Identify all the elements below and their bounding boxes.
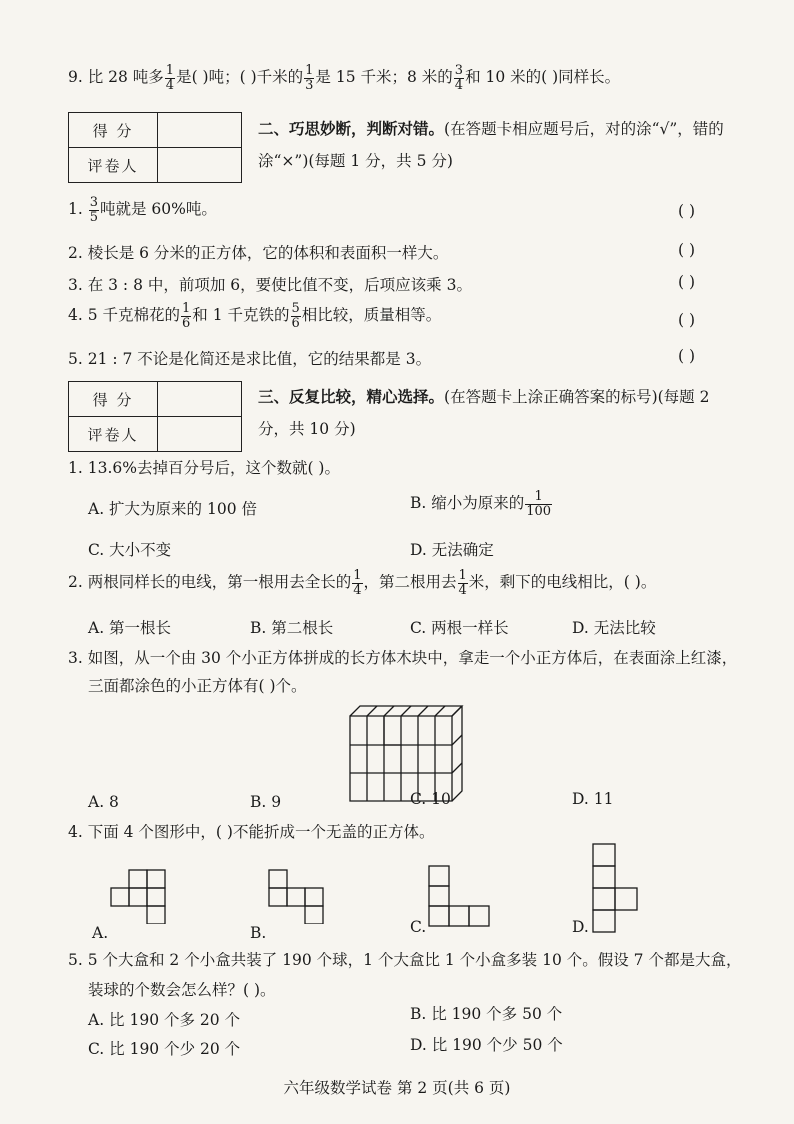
option-b[interactable]: B. <box>250 924 267 942</box>
grader-cell[interactable] <box>158 148 242 183</box>
option-b[interactable]: B. 缩小为原来的 $\frac{1}{100}$ <box>410 489 552 519</box>
option-a[interactable]: A. 比 190 个多 20 个 <box>88 1011 241 1029</box>
fraction: $\frac{3}{5}$ <box>89 195 98 225</box>
answer-paren[interactable]: ( ) <box>678 241 696 259</box>
page-footer: 六年级数学试卷 第 2 页(共 6 页) <box>283 1079 511 1097</box>
answer-paren[interactable]: ( ) <box>678 273 696 291</box>
choice-question-5-line2: 装球的个数会怎么样？( )。 <box>88 981 276 999</box>
fraction: $\frac{1}{6}$ <box>182 301 191 331</box>
answer-paren[interactable]: ( ) <box>678 202 696 220</box>
answer-paren[interactable]: ( ) <box>678 311 696 329</box>
judge-item-3: 3. 在 3 : 8 中，前项加 6，要使比值不变，后项应该乘 3。 <box>68 276 472 294</box>
option-a[interactable]: A. <box>92 924 109 942</box>
option-a[interactable]: A. 扩大为原来的 100 倍 <box>88 500 257 518</box>
choice-question-2: 2. 两根同样长的电线，第一根用去全长的 $\frac{1}{4}$ ，第二根用去 $\frac{1}{4}$ 米，剩下的电线相比，( )。 <box>68 568 657 598</box>
grader-cell[interactable] <box>158 417 242 452</box>
grader-label: 评卷人 <box>69 417 158 452</box>
score-label: 得 分 <box>69 382 158 417</box>
fraction: $\frac{1}{4}$ <box>458 568 467 598</box>
judge-item-1: 1. $\frac{3}{5}$ 吨就是 60%吨。 <box>68 195 217 225</box>
score-cell[interactable] <box>158 382 242 417</box>
net-figure-b <box>265 868 345 924</box>
fraction: $\frac{1}{4}$ <box>165 63 175 93</box>
score-cell[interactable] <box>158 113 242 148</box>
judge-item-5: 5. 21 : 7 不论是化简还是求比值，它的结果都是 3。 <box>68 350 432 368</box>
section-3-heading: 三、反复比较，精心选择。(在答题卡上涂正确答案的标号)(每题 2 分，共 10 分) <box>258 387 710 438</box>
answer-paren[interactable]: ( ) <box>678 347 696 365</box>
option-c[interactable]: C. 比 190 个少 20 个 <box>88 1040 241 1058</box>
option-d[interactable]: D. 比 190 个少 50 个 <box>410 1036 563 1054</box>
fraction: $\frac{3}{4}$ <box>454 63 464 93</box>
question-9: 9. 比 28 吨多 $\frac{1}{4}$ 是( )吨；( )千米的 $\frac{1}{3}$ 是 15 千米；8 米的 $\frac{3}{4}$ 和 10 米的( )同样长。 <box>68 63 621 93</box>
net-figure-a <box>105 868 185 924</box>
net-figure-c <box>425 864 515 936</box>
fraction: $\frac{1}{100}$ <box>526 489 552 519</box>
option-c[interactable]: C. <box>410 918 427 936</box>
option-c[interactable]: C. 10 <box>410 790 451 808</box>
judge-item-2: 2. 棱长是 6 分米的正方体，它的体积和表面积一样大。 <box>68 244 449 262</box>
net-figure-d <box>587 842 647 937</box>
choice-question-3-line1: 3. 如图，从一个由 30 个小正方体拼成的长方体木块中，拿走一个小正方体后，在表面涂上红漆， <box>68 649 738 667</box>
fraction: $\frac{1}{4}$ <box>353 568 362 598</box>
score-label: 得 分 <box>69 113 158 148</box>
section-2-heading: 二、巧思妙断，判断对错。(在答题卡相应题号后，对的涂“√”，错的涂“×”)(每题 1 分，共 5 分) <box>258 119 724 170</box>
option-a[interactable]: A. 第一根长 <box>88 619 172 637</box>
judge-item-4: 4. 5 千克棉花的 $\frac{1}{6}$ 和 1 千克铁的 $\frac{5}{6}$ 相比较，质量相等。 <box>68 301 442 331</box>
choice-question-3-line2: 三面都涂色的小正方体有( )个。 <box>88 677 307 695</box>
option-a[interactable]: A. 8 <box>88 793 119 811</box>
choice-question-4: 4. 下面 4 个图形中，( )不能折成一个无盖的正方体。 <box>68 823 435 841</box>
choice-question-5-line1: 5. 5 个大盒和 2 个小盒共装了 190 个球，1 个大盒比 1 个小盒多装 10 个。假设 7 个都是大盒， <box>68 951 742 969</box>
option-b[interactable]: B. 比 190 个多 50 个 <box>410 1005 563 1023</box>
score-box-section-2 <box>68 112 242 183</box>
option-d[interactable]: D. 无法比较 <box>572 619 656 637</box>
option-c[interactable]: C. 大小不变 <box>88 541 172 559</box>
score-box-section-3 <box>68 381 242 452</box>
choice-question-1: 1. 13.6%去掉百分号后，这个数就( )。 <box>68 459 340 477</box>
grader-label: 评卷人 <box>69 148 158 183</box>
option-c[interactable]: C. 两根一样长 <box>410 619 509 637</box>
option-b[interactable]: B. 第二根长 <box>250 619 334 637</box>
option-d[interactable]: D. 无法确定 <box>410 541 494 559</box>
fraction: $\frac{5}{6}$ <box>291 301 300 331</box>
option-b[interactable]: B. 9 <box>250 793 282 811</box>
option-d[interactable]: D. 11 <box>572 790 614 808</box>
fraction: $\frac{1}{3}$ <box>305 63 314 93</box>
option-d[interactable]: D. <box>572 918 589 936</box>
